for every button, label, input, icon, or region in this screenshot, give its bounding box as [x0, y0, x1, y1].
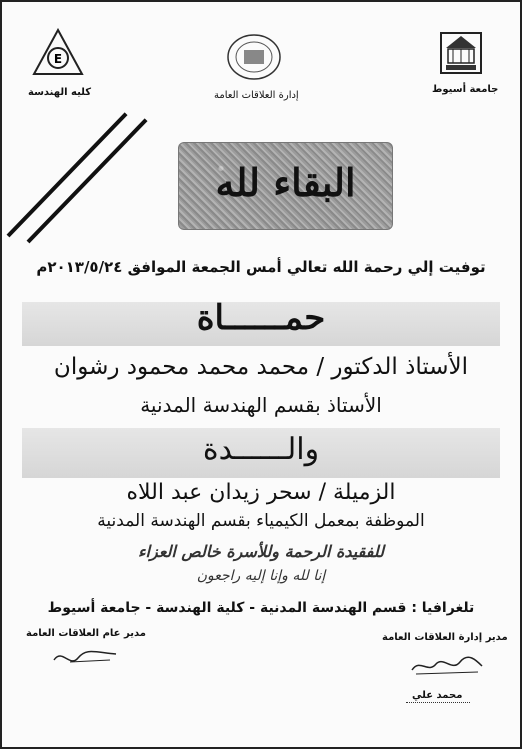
engineering-faculty-logo-icon — [32, 28, 84, 80]
condolence-line: للفقيدة الرحمة وللأسرة خالص العزاء — [138, 542, 384, 561]
relation-label-2: والــــــدة — [202, 432, 320, 467]
signature-dotted-line — [406, 702, 470, 703]
colleague-position: الموظفة بمعمل الكيمياء بقسم الهندسة المدنية — [97, 511, 425, 531]
announcement-line: توفيت إلي رحمة الله تعالي أمس الجمعة الموافق ٢٠١٣/٥/٢٤م — [36, 258, 486, 276]
telegram-line: تلغرافيا : قسم الهندسة المدنية - كلية الهندسة - جامعة أسيوط — [47, 600, 475, 616]
assiut-university-label: جامعة أسيوط — [432, 84, 499, 95]
professor-position: الأستاذ بقسم الهندسة المدنية — [140, 393, 382, 417]
left-signature-title: مدير عام العلاقات العامة — [26, 628, 146, 639]
professor-name: الأستاذ الدكتور / محمد محمد محمود رشوان — [53, 354, 469, 380]
right-signature-title: مدير إدارة العلاقات العامة — [382, 632, 508, 643]
svg-text:E: E — [53, 52, 63, 66]
public-relations-label: إدارة العلاقات العامة — [214, 90, 299, 101]
title-plaque — [178, 142, 393, 230]
quran-verse: إنا لله وإنا إليه راجعون — [196, 568, 326, 584]
public-relations-seal-icon — [224, 32, 284, 82]
relation-label-1: حمــــــاة — [196, 298, 326, 338]
page-title: البقاء لله — [215, 160, 356, 205]
decorative-stripe — [7, 112, 128, 237]
right-signature-name: محمد علي — [412, 690, 463, 701]
engineering-faculty-label: كليه الهندسة — [28, 87, 92, 98]
decorative-stripe — [27, 118, 148, 243]
left-signature-icon — [50, 642, 120, 676]
assiut-university-logo-icon — [438, 30, 484, 76]
colleague-name: الزميلة / سحر زيدان عبد اللاه — [126, 480, 396, 505]
right-signature-icon — [406, 650, 486, 686]
